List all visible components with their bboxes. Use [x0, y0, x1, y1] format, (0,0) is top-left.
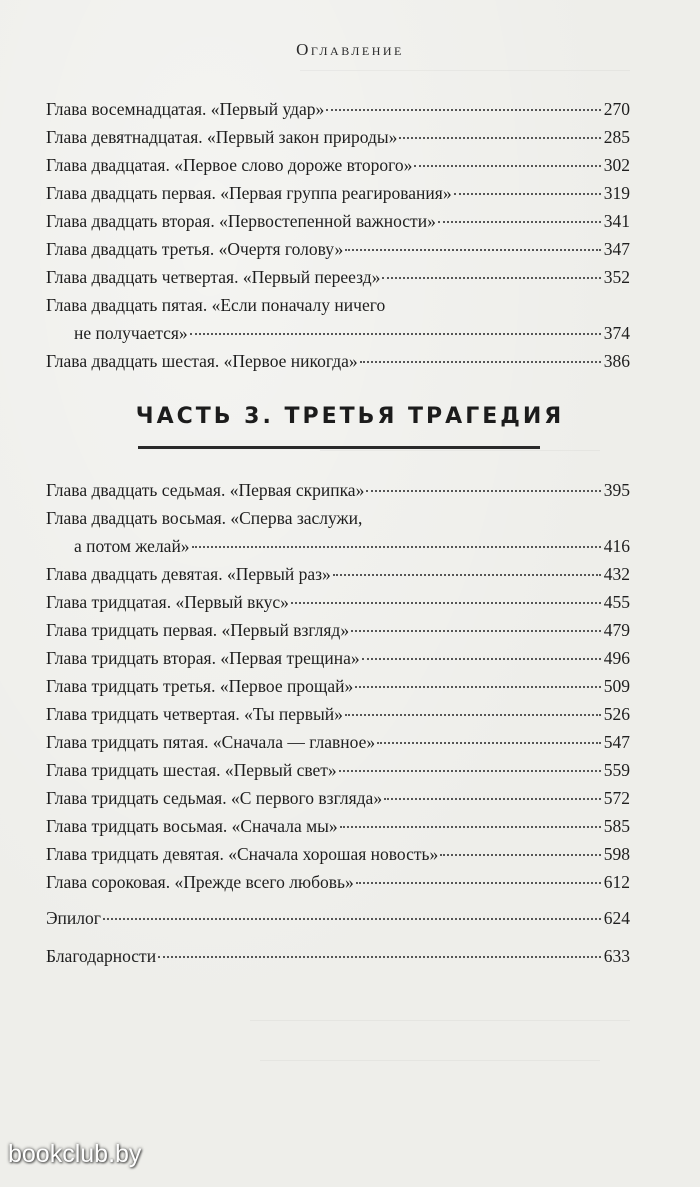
- dot-leader: [399, 136, 600, 139]
- toc-entry-page: 559: [603, 760, 630, 780]
- dot-leader: [339, 769, 601, 772]
- toc-entry: [46, 758, 630, 782]
- toc-entry: [46, 562, 630, 586]
- toc-entry: [46, 125, 630, 149]
- toc-entry: [46, 870, 630, 894]
- toc-entry-title: Глава тридцать девятая. «Сначала хорошая новость»: [46, 844, 439, 864]
- toc-entry: [46, 674, 630, 698]
- toc-entry-page: 624: [603, 908, 630, 928]
- toc-entry-page: 572: [603, 788, 630, 808]
- part-divider: [138, 446, 540, 449]
- toc-entry: [46, 618, 630, 642]
- toc-entry-title: Глава тридцать седьмая. «С первого взгляда»: [46, 788, 383, 808]
- toc-entry-page: 633: [603, 946, 630, 966]
- toc-entry-title: Глава двадцать первая. «Первая группа реагирования»: [46, 183, 452, 203]
- toc-entry-title: Глава тридцать третья. «Первое прощай»: [46, 676, 354, 696]
- dot-leader: [362, 657, 601, 660]
- dot-leader: [103, 917, 601, 920]
- dot-leader: [360, 360, 601, 363]
- toc-entry-page: 352: [603, 267, 630, 287]
- toc-entry-continuation: [46, 321, 630, 345]
- toc-entry-page: 341: [603, 211, 630, 231]
- toc-entry-page: 496: [603, 648, 630, 668]
- toc-entry: [46, 590, 630, 614]
- toc-entry-page: 347: [603, 239, 630, 259]
- dot-leader: [340, 825, 601, 828]
- toc-entry-title: Глава сороковая. «Прежде всего любовь»: [46, 872, 354, 892]
- toc-entry-title: Глава двадцать третья. «Очертя голову»: [46, 239, 344, 259]
- toc-entry-continuation: [46, 534, 630, 558]
- toc-entry: [46, 153, 630, 177]
- toc-entry-title: Глава двадцать седьмая. «Первая скрипка»: [46, 480, 365, 500]
- dot-leader: [382, 276, 600, 279]
- toc-entry-page: 416: [603, 536, 630, 556]
- toc-entry-page: 386: [603, 351, 630, 371]
- toc-entry-title: Глава тридцать первая. «Первый взгляд»: [46, 620, 350, 640]
- dot-leader: [190, 332, 601, 335]
- toc-entry-page: 395: [603, 480, 630, 500]
- toc-entry: [46, 842, 630, 866]
- dot-leader: [440, 853, 600, 856]
- toc-entry-title: Глава двадцать восьмая. «Сперва заслужи,: [46, 508, 363, 528]
- dot-leader: [345, 248, 601, 251]
- toc-entry-title: Глава девятнадцатая. «Первый закон природы»: [46, 127, 398, 147]
- toc-entry-acknowledgements: [46, 944, 630, 968]
- dot-leader: [454, 192, 601, 195]
- toc-entry: [46, 702, 630, 726]
- toc-entry-title: а потом желай»: [74, 536, 190, 556]
- toc-entry: [46, 478, 630, 502]
- toc-entry-page: 612: [603, 872, 630, 892]
- toc-entry-title: Глава двадцать пятая. «Если поначалу ничего: [46, 295, 386, 315]
- toc-entry-page: 285: [603, 127, 630, 147]
- dot-leader: [351, 629, 601, 632]
- toc-entry-page: 270: [603, 99, 630, 119]
- toc-entry: [46, 786, 630, 810]
- toc-entry-title: Глава двадцать девятая. «Первый раз»: [46, 564, 331, 584]
- dot-leader: [366, 489, 600, 492]
- toc-entry-title: Благодарности: [46, 946, 157, 966]
- dot-leader: [414, 164, 600, 167]
- dot-leader: [333, 573, 601, 576]
- toc-entry-title: Эпилог: [46, 908, 101, 928]
- dot-leader: [345, 713, 601, 716]
- dot-leader: [356, 881, 601, 884]
- toc-entry: [46, 209, 630, 233]
- toc-entry-page: 302: [603, 155, 630, 175]
- toc-entry-page: 374: [603, 323, 630, 343]
- watermark: bookclub.by: [8, 1140, 142, 1168]
- toc-heading: Оглавление: [296, 40, 404, 59]
- toc-entry-page: 432: [603, 564, 630, 584]
- toc-entry-page: 585: [603, 816, 630, 836]
- toc-entry-page: 526: [603, 704, 630, 724]
- toc-entry-page: 547: [603, 732, 630, 752]
- dot-leader: [355, 685, 601, 688]
- toc-entry: [46, 646, 630, 670]
- toc-entry-title: Глава тридцать вторая. «Первая трещина»: [46, 648, 360, 668]
- toc-entry: [46, 814, 630, 838]
- toc-entry-title: не получается»: [74, 323, 188, 343]
- toc-entry-epilogue: [46, 906, 630, 930]
- dot-leader: [377, 741, 601, 744]
- toc-entry: [46, 349, 630, 373]
- toc-entry-page: 319: [603, 183, 630, 203]
- toc-entry: [46, 293, 630, 317]
- dot-leader: [192, 545, 601, 548]
- toc-entry: [46, 265, 630, 289]
- toc-entry-title: Глава двадцать шестая. «Первое никогда»: [46, 351, 358, 371]
- toc-entry: [46, 730, 630, 754]
- toc-entry: [46, 181, 630, 205]
- toc-entry-title: Глава тридцатая. «Первый вкус»: [46, 592, 289, 612]
- dot-leader: [158, 955, 601, 958]
- toc-entry: [46, 506, 630, 530]
- part-title: ЧАСТЬ 3. ТРЕТЬЯ ТРАГЕДИЯ: [135, 404, 565, 429]
- dot-leader: [291, 601, 601, 604]
- toc-entry-title: Глава тридцать шестая. «Первый свет»: [46, 760, 337, 780]
- toc-entry-title: Глава двадцать четвертая. «Первый переезд»: [46, 267, 381, 287]
- toc-entry-page: 598: [603, 844, 630, 864]
- toc-entry-title: Глава тридцать пятая. «Сначала — главное»: [46, 732, 376, 752]
- toc-entry-title: Глава тридцать восьмая. «Сначала мы»: [46, 816, 338, 836]
- toc-entry: [46, 237, 630, 261]
- toc-entry-title: Глава восемнадцатая. «Первый удар»: [46, 99, 325, 119]
- dot-leader: [326, 108, 600, 111]
- dot-leader: [438, 220, 601, 223]
- toc-entry-title: Глава двадцать вторая. «Первостепенной важности»: [46, 211, 436, 231]
- toc-entry-page: 509: [603, 676, 630, 696]
- toc-entry-title: Глава двадцатая. «Первое слово дороже второго»: [46, 155, 413, 175]
- dot-leader: [384, 797, 601, 800]
- toc-entry-page: 455: [603, 592, 630, 612]
- toc-entry: [46, 97, 630, 121]
- toc-entry-page: 479: [603, 620, 630, 640]
- toc-entry-title: Глава тридцать четвертая. «Ты первый»: [46, 704, 343, 724]
